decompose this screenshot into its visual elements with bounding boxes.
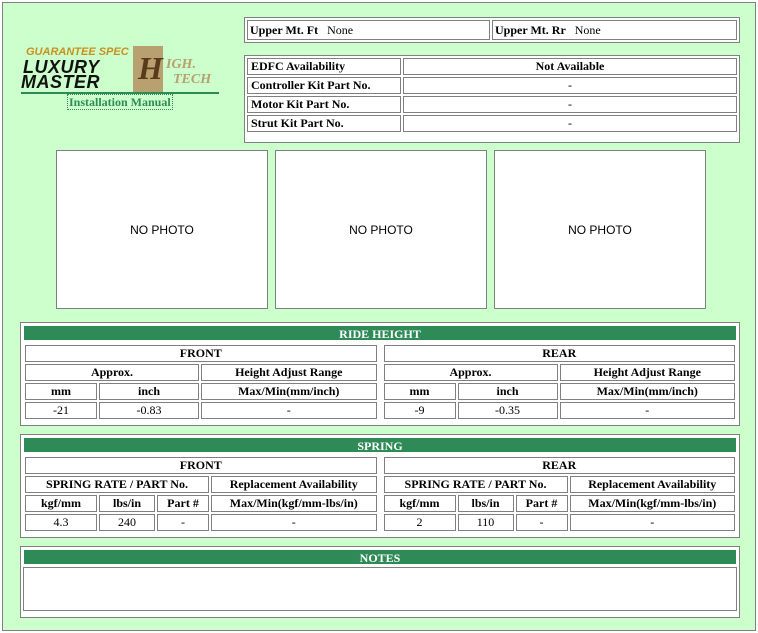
ride-height-section (20, 322, 740, 426)
spring-front-col-kgf: kgf/mm (25, 495, 97, 512)
ride-front-title: FRONT (25, 345, 377, 362)
ride-rear-range: Height Adjust Range (560, 364, 736, 381)
spring-front-kgf-value: 4.3 (25, 514, 97, 531)
ride-rear-mm-value: -9 (384, 402, 456, 419)
logo-tech: TECH (173, 72, 212, 87)
spring-front-table (23, 455, 379, 533)
ride-height-rear-table (382, 343, 738, 421)
logo-high: IGH. (166, 57, 196, 72)
upper-mount-rear: Upper Mt. Rr None (492, 20, 737, 40)
ride-rear-maxmin-value: - (560, 402, 736, 419)
kit-info-row (247, 58, 737, 75)
spring-front-maxmin-value: - (211, 514, 377, 531)
spring-title: SPRING (23, 437, 737, 453)
spring-rear-col-part: Part # (516, 495, 568, 512)
spring-front-part-value: - (157, 514, 209, 531)
spring-rear-title: REAR (384, 457, 736, 474)
photo-2: NO PHOTO (275, 150, 487, 309)
kit-info-value: - (403, 115, 737, 132)
spring-front-replacement: Replacement Availability (211, 476, 377, 493)
spring-rear-col-kgf: kgf/mm (384, 495, 456, 512)
spring-front-col-part: Part # (157, 495, 209, 512)
ride-front-range: Height Adjust Range (201, 364, 377, 381)
spring-rear-lbs-value: 110 (458, 514, 514, 531)
logo-master: MASTER (21, 72, 100, 92)
installation-manual-wrap (67, 95, 173, 110)
kit-info-value: Not Available (403, 58, 737, 75)
spring-section (20, 434, 740, 538)
notes-title: NOTES (23, 549, 737, 565)
ride-front-mm-value: -21 (25, 402, 97, 419)
photo-1: NO PHOTO (56, 150, 268, 309)
logo-luxury: LUXURY (23, 57, 100, 77)
spring-rear-table (382, 455, 738, 533)
ride-front-col-maxmin: Max/Min(mm/inch) (201, 383, 377, 400)
kit-info-value: - (403, 77, 737, 94)
upper-mount-bar (244, 17, 740, 43)
spring-front-col-lbs: lbs/in (99, 495, 155, 512)
spring-rear-part-value: - (516, 514, 568, 531)
spring-rear-kgf-value: 2 (384, 514, 456, 531)
spec-sheet (2, 2, 756, 631)
spring-front-rate-part: SPRING RATE / PART No. (25, 476, 209, 493)
spring-rear-maxmin-value: - (570, 514, 736, 531)
ride-front-inch-value: -0.83 (99, 402, 199, 419)
upper-mount-front: Upper Mt. Ft None (247, 20, 490, 40)
kit-info-panel (244, 55, 740, 143)
notes-section (20, 546, 740, 618)
kit-info-row (247, 96, 737, 113)
installation-manual-link[interactable]: Installation Manual (69, 95, 171, 109)
kit-info-label: Motor Kit Part No. (247, 96, 401, 113)
ride-rear-col-inch: inch (458, 383, 558, 400)
spring-rear-col-lbs: lbs/in (458, 495, 514, 512)
spring-rear-col-maxmin: Max/Min(kgf/mm-lbs/in) (570, 495, 736, 512)
spring-rear-rate-part: SPRING RATE / PART No. (384, 476, 568, 493)
kit-info-value: - (403, 96, 737, 113)
spring-rear-replacement: Replacement Availability (570, 476, 736, 493)
ride-front-maxmin-value: - (201, 402, 377, 419)
notes-body (23, 567, 737, 611)
ride-front-approx: Approx. (25, 364, 199, 381)
logo-h-mark: H (133, 46, 163, 92)
spring-front-title: FRONT (25, 457, 377, 474)
ride-rear-inch-value: -0.35 (458, 402, 558, 419)
photo-3: NO PHOTO (494, 150, 706, 309)
ride-rear-col-maxmin: Max/Min(mm/inch) (560, 383, 736, 400)
ride-height-title: RIDE HEIGHT (23, 325, 737, 341)
ride-front-col-mm: mm (25, 383, 97, 400)
ride-height-front-table (23, 343, 379, 421)
logo-tagline: GUARANTEE SPEC (26, 46, 129, 58)
ride-rear-col-mm: mm (384, 383, 456, 400)
spring-front-col-maxmin: Max/Min(kgf/mm-lbs/in) (211, 495, 377, 512)
brand-logo (21, 46, 221, 94)
kit-info-label: Controller Kit Part No. (247, 77, 401, 94)
kit-info-row (247, 115, 737, 132)
kit-info-table (245, 56, 739, 134)
spring-front-lbs-value: 240 (99, 514, 155, 531)
ride-rear-approx: Approx. (384, 364, 558, 381)
ride-rear-title: REAR (384, 345, 736, 362)
ride-front-col-inch: inch (99, 383, 199, 400)
kit-info-label: EDFC Availability (247, 58, 401, 75)
kit-info-label: Strut Kit Part No. (247, 115, 401, 132)
kit-info-row (247, 77, 737, 94)
